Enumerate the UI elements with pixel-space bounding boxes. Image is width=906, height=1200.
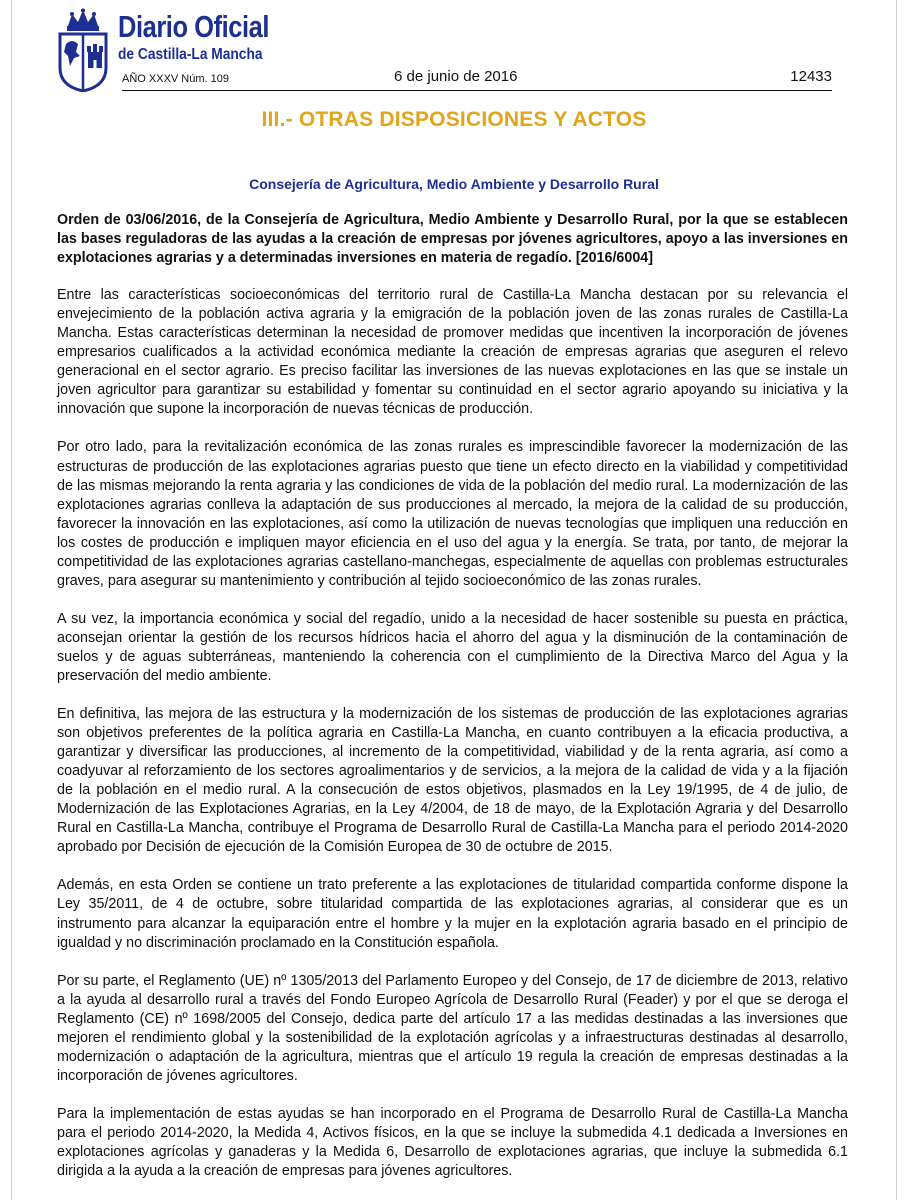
body-paragraph: Para la implementación de estas ayudas se han incorporado en el Programa de Desarrollo Rural de Castilla-La Mancha para el periodo 2014-2020, la Medida 4, Activos físicos, en la que se incluye la submedida 4.1 dedicada a Inversiones en explotaciones agrícolas y ganaderas y la Medida 6, Desarrollo de explotaciones agrarias, que incluye la submedida 6.1 dirigida a la ayuda a la creación de empresas para jóvenes agricultores. [57,1105,848,1180]
body-paragraph: A su vez, la importancia económica y social del regadío, unido a la necesidad de hacer sostenible su puesta en práctica, aconsejan orientar la gestión de los recursos hídricos hacia el ahorro del agua y la disminución de la contaminación de suelos y de aguas subterráneas, manteniendo la coherencia con el cumplimiento de la Directiva Marco del Agua y la preservación del medio ambiente. [57,610,848,684]
body-paragraph: Además, en esta Orden se contiene un trato preferente a las explotaciones de titularidad compartida conforme dispone la Ley 35/2011, de 4 de octubre, sobre titularidad compartida de las explotaciones agrarias, al considerar que es un instrumento para alcanzar la equiparación entre el hombre y la mujer en la explotación agraria basado en el principio de igualdad y no discriminación proclamado en la Constitución española. [57,877,848,951]
crest-icon [54,8,112,92]
body-paragraph: Por su parte, el Reglamento (UE) nº 1305/2013 del Parlamento Europeo y del Consejo, de 17 de diciembre de 2013, relativo a la ayuda al desarrollo rural a través del Fondo Europeo Agrícola de Desarrollo Rural (Feader) y por el que se deroga el Reglamento (CE) nº 1698/2005 del Consejo, dedica parte del artículo 17 a las medidas destinadas a las inversiones que mejoren el rendimiento global y la sostenibilidad de la explotación agrícolas y a infraestructuras destinadas al desarrollo, modernización o adaptación de la agricultura, mientras que el artículo 19 regula la creación de empresas destinadas a la incorporación de jóvenes agricultores. [57,972,848,1084]
document-page [11,0,897,1200]
body-paragraph: En definitiva, las mejora de las estructura y la modernización de los sistemas de producción de las explotaciones agrarias son objetivos preferentes de la política agraria en Castilla-La Mancha, en cuanto contribuyen a la eficacia productiva, a garantizar y diversificar las producciones, al incremento de la competitividad, viabilidad y de la renta agraria, así como a coadyuvar al reforzamiento de los sectores agroalimentarios y de servicios, a la mejora de la calidad de vida y a la fijación de la población en el medio rural. A la consecución de estos objetivos, plasmados en la Ley 19/1995, de 4 de julio, de Modernización de las Explotaciones Agrarias, en la Ley 4/2004, de 18 de mayo, de la Explotación Agraria y del Desarrollo Rural en Castilla-La Mancha, contribuye el Programa de Desarrollo Rural de Castilla-La Mancha para el periodo 2014-2020 aprobado por Decisión de ejecución de la Comisión Europea de 30 de octubre de 2015. [57,706,848,856]
section-title: III.- OTRAS DISPOSICIONES Y ACTOS [261,108,647,131]
department-name: Consejería de Agricultura, Medio Ambiente y Desarrollo Rural [249,176,659,192]
gazette-header [12,0,896,100]
gazette-subtitle: de Castilla-La Mancha [118,46,263,63]
page-number: 12433 [790,68,832,85]
body-paragraph: Entre las características socioeconómicas del territorio rural de Castilla-La Mancha destacan por su relevancia el envejecimiento de la población activa agraria y la emigración de la población joven de las zonas rurales de Castilla-La Mancha. Estas características determinan la necesidad de promover medidas que incentiven la incorporación de jóvenes empresarios cualificados a la actividad económica mediante la creación de empresas agrarias que aseguren el relevo generacional en el sector agrario. Es preciso facilitar las inversiones de las nuevas explotaciones en las que se instale un joven agricultor para garantizar su estabilidad y fomentar su continuidad en el sector agrario apoyando su iniciativa y la innovación que supone la incorporación de nuevas técnicas de producción. [57,287,848,418]
order-title: Orden de 03/06/2016, de la Consejería de Agricultura, Medio Ambiente y Desarrollo Rural, por la que se establecen las bases reguladoras de las ayudas a la creación de empresas por jóvenes agricultores, apoyo a las inversiones en explotaciones agrarias y a determinadas inversiones en materia de regadío. [2016/6004] [57,212,848,267]
body-paragraph: Por otro lado, para la revitalización económica de las zonas rurales es imprescindible favorecer la modernización de las estructuras de producción de las explotaciones agrarias puesto que tiene un efecto directo en la viabilidad y competitividad de las mismas mejorando la renta agraria y las condiciones de vida de la población del medio rural. La modernización de las explotaciones agrarias conlleva la adaptación de sus producciones al mercado, la mejora de la calidad de su producción, favorecer la innovación en las explotaciones, así como la utilización de nuevas tecnologías que impliquen una reducción en los costes de producción e impliquen mayor eficiencia en el uso del agua y la energía. Se trata, por tanto, de mejorar la competitividad de las explotaciones agrarias castellano-manchegas, especialmente de aquellas con problemas estructurales graves, para asegurar su mantenimiento y contribución al tejido socioeconómico de las zonas rurales. [57,439,848,589]
document-body [57,211,848,1200]
gazette-title: Diario Oficial [118,9,270,44]
issue-info: AÑO XXXV Núm. 109 [122,73,229,85]
header-divider [122,90,832,91]
publication-date: 6 de junio de 2016 [394,68,518,85]
